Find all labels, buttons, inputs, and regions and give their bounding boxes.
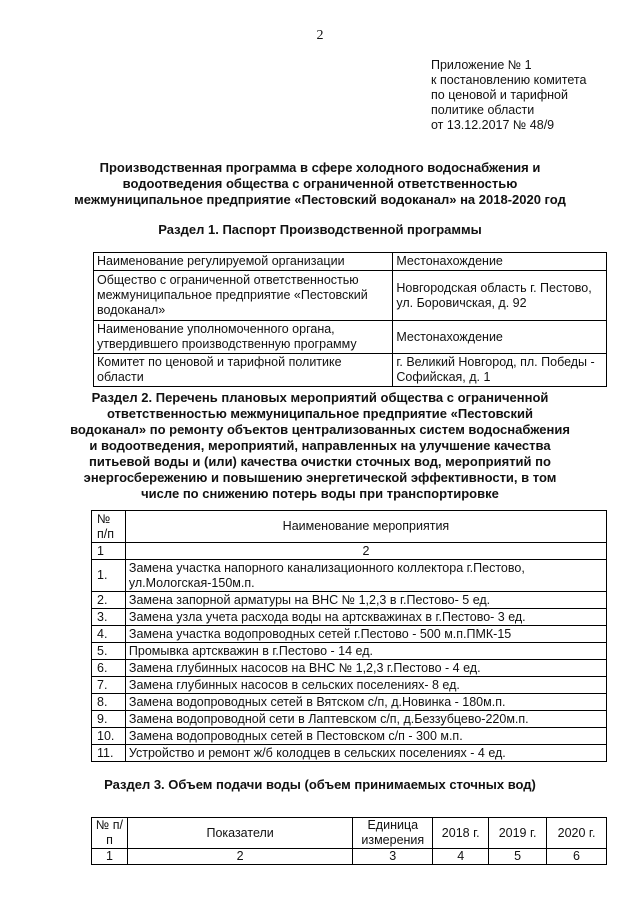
table-cell: 6 bbox=[547, 849, 607, 865]
table-cell: Новгородская область г. Пестово, ул. Боровичская, д. 92 bbox=[393, 271, 607, 321]
main-title-line: водоотведения общества с ограниченной ответственностью bbox=[122, 176, 518, 191]
appendix-line: Приложение № 1 bbox=[431, 58, 532, 72]
table-row bbox=[92, 694, 607, 711]
appendix-line: к постановлению комитета bbox=[431, 73, 587, 87]
table-header-cell: № п/п bbox=[92, 511, 126, 543]
section2-heading-line: и водоотведения, мероприятий, направленных на улучшение качества bbox=[89, 438, 551, 453]
table-cell: Замена глубинных насосов на ВНС № 1,2,3 г.Пестово - 4 ед. bbox=[125, 660, 606, 677]
table-cell: 6. bbox=[92, 660, 126, 677]
supply-volume-table bbox=[91, 817, 607, 865]
table-cell: 4 bbox=[433, 849, 489, 865]
section2-heading-line: числе по снижению потерь воды при транспортировке bbox=[141, 486, 499, 501]
table-header-cell: Наименование мероприятия bbox=[125, 511, 606, 543]
table-cell: Наименование регулируемой организации bbox=[94, 253, 393, 271]
table-row bbox=[94, 271, 607, 321]
table-row bbox=[92, 609, 607, 626]
page-number: 2 bbox=[316, 28, 324, 43]
table-header-cell: Единица измерения bbox=[353, 818, 433, 849]
table-cell: 5 bbox=[489, 849, 547, 865]
table-header-cell: № п/п bbox=[92, 818, 128, 849]
table-cell: 1 bbox=[92, 849, 128, 865]
table-header-row bbox=[92, 511, 607, 543]
table-cell: Общество с ограниченной ответственностью межмуниципальное предприятие «Пестовский водоканал» bbox=[94, 271, 393, 321]
table-cell: Промывка артскважин в г.Пестово - 14 ед. bbox=[125, 643, 606, 660]
table-cell: 9. bbox=[92, 711, 126, 728]
section2-heading-line: энергосбережению и повышению энергетической эффективности, в том bbox=[83, 470, 557, 485]
table-cell: 10. bbox=[92, 728, 126, 745]
section1-heading: Раздел 1. Паспорт Производственной программы bbox=[158, 222, 482, 237]
table-row bbox=[92, 543, 607, 560]
table-row bbox=[92, 660, 607, 677]
table-row bbox=[94, 321, 607, 354]
main-title bbox=[60, 160, 580, 208]
table-row bbox=[92, 643, 607, 660]
appendix-line: от 13.12.2017 № 48/9 bbox=[431, 118, 555, 132]
appendix-line: по ценовой и тарифной bbox=[431, 88, 568, 102]
section3-heading: Раздел 3. Объем подачи воды (объем принимаемых сточных вод) bbox=[104, 777, 536, 792]
table-cell: 3 bbox=[353, 849, 433, 865]
main-title-line: межмуниципальное предприятие «Пестовский водоканал» на 2018-2020 год bbox=[74, 192, 566, 207]
table-cell: Замена водопроводных сетей в Вятском с/п, д.Новинка - 180м.п. bbox=[125, 694, 606, 711]
appendix-line: политике области bbox=[431, 103, 535, 117]
table-cell: 11. bbox=[92, 745, 126, 762]
table-cell: Устройство и ремонт ж/б колодцев в сельских поселениях - 4 ед. bbox=[125, 745, 606, 762]
table-row bbox=[94, 253, 607, 271]
table-cell: 7. bbox=[92, 677, 126, 694]
table-cell: Замена участка водопроводных сетей г.Пестово - 500 м.п.ПМК-15 bbox=[125, 626, 606, 643]
section2-heading-line: питьевой воды и (или) качества очистки сточных вод, мероприятий по bbox=[89, 454, 551, 469]
section2-heading-line: ответственностью межмуниципальное предприятие «Пестовский bbox=[106, 406, 534, 421]
table-cell: 2 bbox=[125, 543, 606, 560]
table-cell: Местонахождение bbox=[393, 253, 607, 271]
passport-table bbox=[93, 252, 607, 387]
table-cell: Замена глубинных насосов в сельских поселениях- 8 ед. bbox=[125, 677, 606, 694]
table-cell: 3. bbox=[92, 609, 126, 626]
table-cell: 1. bbox=[92, 560, 126, 592]
table-cell: Наименование уполномоченного органа, утвердившего производственную программу bbox=[94, 321, 393, 354]
appendix-note bbox=[431, 58, 631, 133]
main-title-line: Производственная программа в сфере холодного водоснабжения и bbox=[99, 160, 541, 175]
table-header-cell: 2020 г. bbox=[547, 818, 607, 849]
table-cell: 1 bbox=[92, 543, 126, 560]
table-row bbox=[92, 592, 607, 609]
table-cell: Замена участка напорного канализационного коллектора г.Пестово, ул.Мологская-150м.п. bbox=[125, 560, 606, 592]
table-cell: 4. bbox=[92, 626, 126, 643]
table-row bbox=[94, 354, 607, 387]
table-cell: Замена узла учета расхода воды на артскважинах в г.Пестово- 3 ед. bbox=[125, 609, 606, 626]
table-cell: г. Великий Новгород, пл. Победы - Софийская, д. 1 bbox=[393, 354, 607, 387]
table-cell: Комитет по ценовой и тарифной политике области bbox=[94, 354, 393, 387]
table-row bbox=[92, 711, 607, 728]
table-row bbox=[92, 677, 607, 694]
table-row bbox=[92, 626, 607, 643]
table-cell: Замена запорной арматуры на ВНС № 1,2,3 в г.Пестово- 5 ед. bbox=[125, 592, 606, 609]
table-cell: Замена водопроводной сети в Лаптевском с/п, д.Беззубцево-220м.п. bbox=[125, 711, 606, 728]
measures-table bbox=[91, 510, 607, 762]
table-cell: 8. bbox=[92, 694, 126, 711]
table-row bbox=[92, 849, 607, 865]
table-header-cell: Показатели bbox=[127, 818, 352, 849]
table-header-cell: 2019 г. bbox=[489, 818, 547, 849]
table-cell: Местонахождение bbox=[393, 321, 607, 354]
section2-heading-line: водоканал» по ремонту объектов централизованных систем водоснабжения bbox=[70, 422, 570, 437]
table-header-cell: 2018 г. bbox=[433, 818, 489, 849]
table-row bbox=[92, 745, 607, 762]
section2-heading-line: Раздел 2. Перечень плановых мероприятий общества с ограниченной bbox=[91, 390, 549, 405]
table-header-row bbox=[92, 818, 607, 849]
table-row bbox=[92, 560, 607, 592]
section2-heading bbox=[55, 390, 585, 502]
table-cell: 2. bbox=[92, 592, 126, 609]
table-cell: Замена водопроводных сетей в Пестовском с/п - 300 м.п. bbox=[125, 728, 606, 745]
table-cell: 5. bbox=[92, 643, 126, 660]
table-cell: 2 bbox=[127, 849, 352, 865]
table-row bbox=[92, 728, 607, 745]
